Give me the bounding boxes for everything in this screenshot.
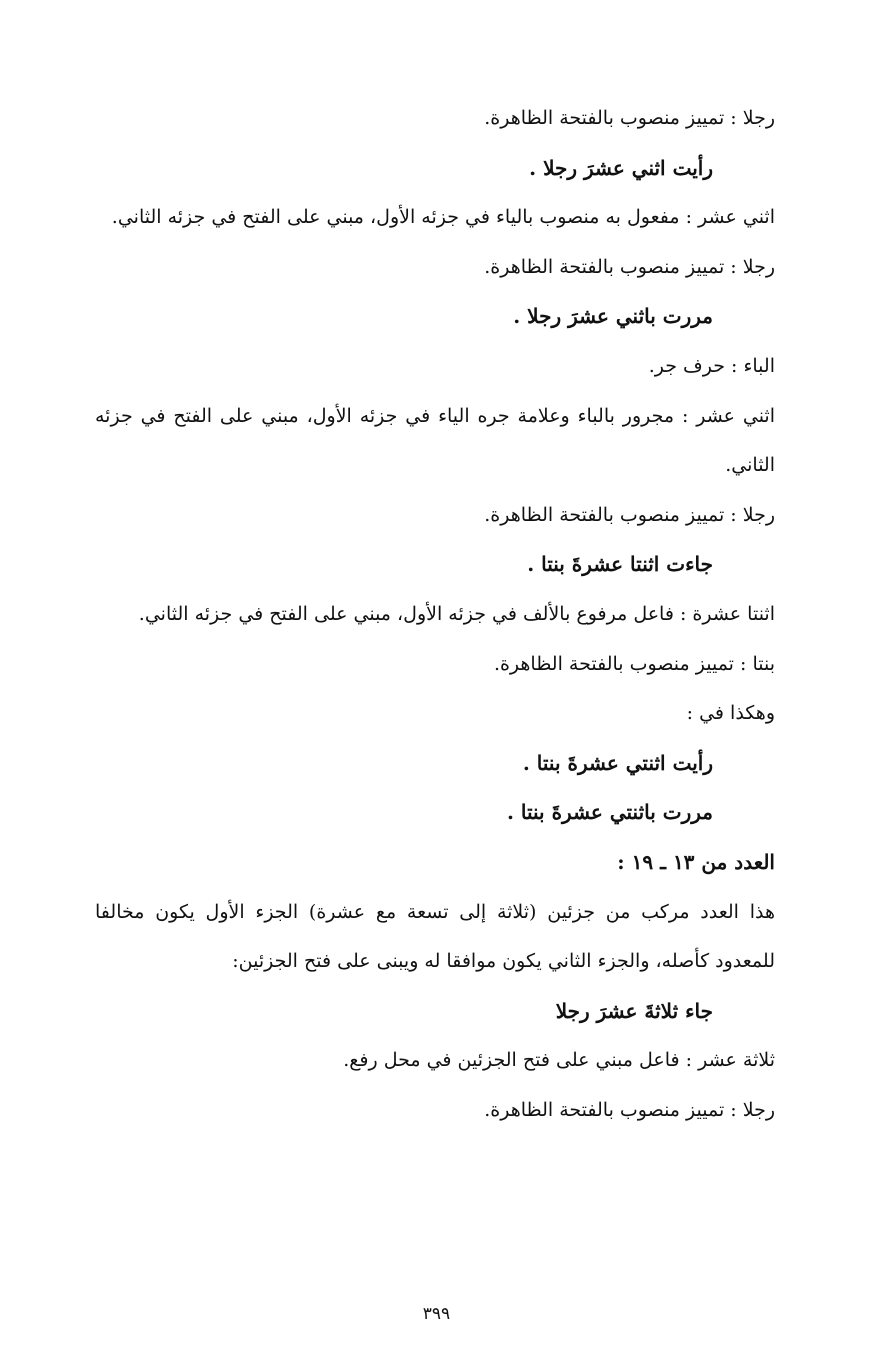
example-sentence: جاء ثلاثةَ عشرَ رجلا xyxy=(555,998,713,1023)
text-line: وهكذا في : xyxy=(686,702,775,725)
text-line: رجلا : تمييز منصوب بالفتحة الظاهرة. xyxy=(484,255,775,278)
text-line: الباء : حرف جر. xyxy=(648,354,775,377)
text-paragraph: هذا العدد مركب من جزئين (ثلاثة إلى تسعة مع عشرة) الجزء الأول يكون مخالفا للمعدود كأصله، والجزء الثاني يكون موافقا له ويبنى على فتح الجزئين: xyxy=(95,900,775,973)
text-paragraph: اثني عشر : مجرور بالباء وعلامة جره الياء في جزئه الأول، مبني على الفتح في جزئه الثاني. xyxy=(95,404,775,477)
text-paragraph: اثني عشر : مفعول به منصوب بالياء في جزئه الأول، مبني على الفتح في جزئه الثاني. xyxy=(111,206,775,229)
text-paragraph: اثنتا عشرة : فاعل مرفوع بالألف في جزئه الأول، مبني على الفتح في جزئه الثاني. xyxy=(138,602,775,625)
page-body xyxy=(95,94,775,1135)
text-line: بنتا : تمييز منصوب بالفتحة الظاهرة. xyxy=(493,652,775,675)
page-number: ٣٩٩ xyxy=(422,1304,451,1324)
section-heading: العدد من ١٣ ـ ١٩ : xyxy=(617,849,775,874)
example-sentence: مررت باثنتي عشرةَ بنتا . xyxy=(506,800,713,825)
example-sentence: مررت باثني عشرَ رجلا . xyxy=(513,304,713,329)
text-line: رجلا : تمييز منصوب بالفتحة الظاهرة. xyxy=(484,503,775,526)
text-line: رجلا : تمييز منصوب بالفتحة الظاهرة. xyxy=(484,1098,775,1121)
text-line: رجلا : تمييز منصوب بالفتحة الظاهرة. xyxy=(484,107,775,129)
example-sentence: رأيت اثني عشرَ رجلا . xyxy=(529,155,713,180)
example-sentence: جاءت اثنتا عشرةَ بنتا . xyxy=(527,552,713,577)
text-line: ثلاثة عشر : فاعل مبني على فتح الجزئين في محل رفع. xyxy=(343,1049,775,1072)
example-sentence: رأيت اثنتي عشرةَ بنتا . xyxy=(522,750,713,775)
